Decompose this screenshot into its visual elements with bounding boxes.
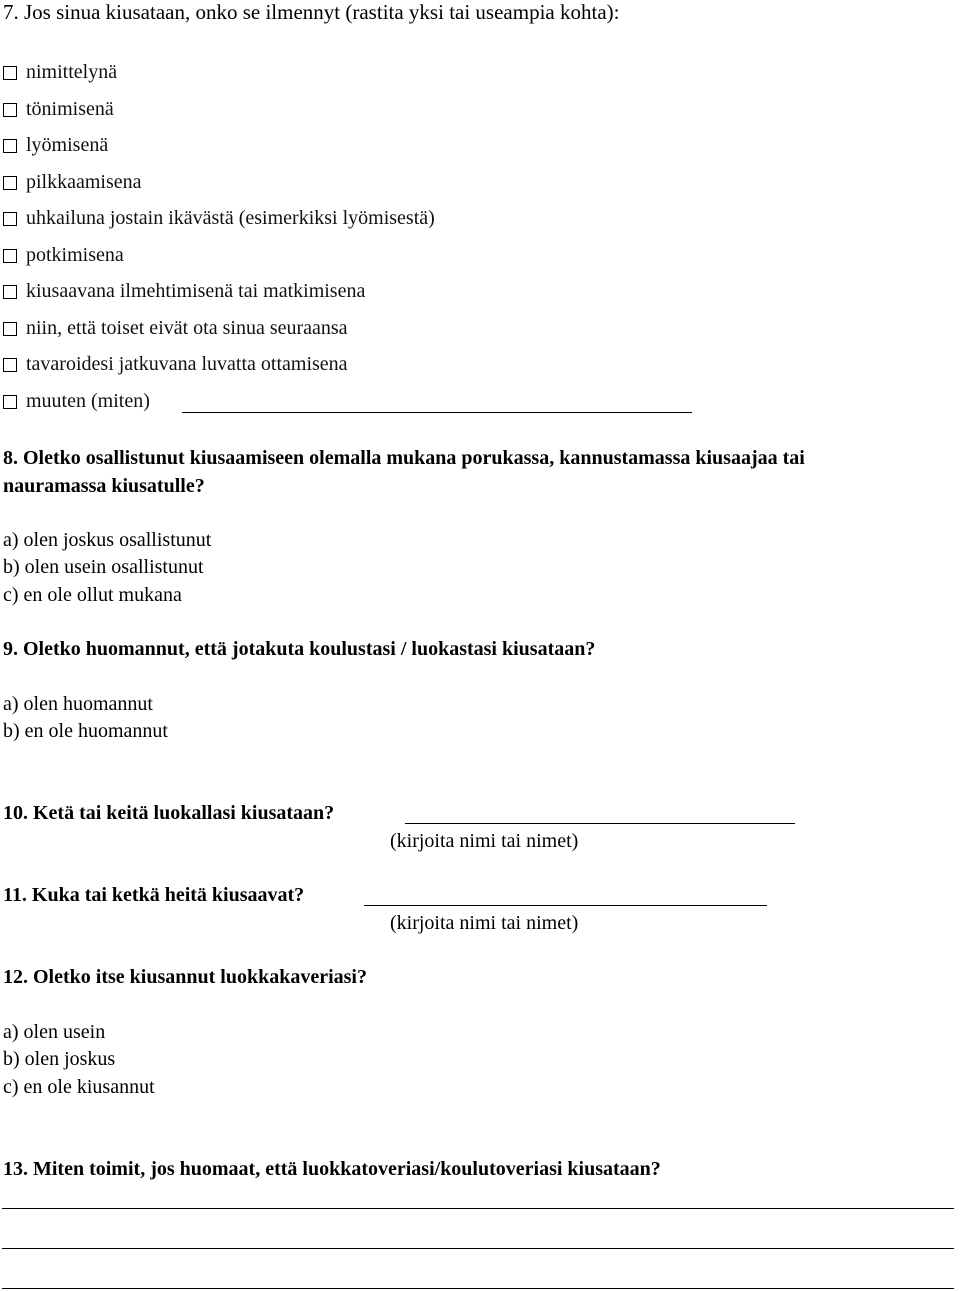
checkbox-option-ei-seuraansa[interactable] (3, 318, 348, 338)
checkbox-icon[interactable] (3, 212, 17, 226)
q9-answer-b[interactable]: b) en ole huomannut (3, 720, 168, 742)
option-label: nimittelynä (26, 61, 118, 83)
q10-hint: (kirjoita nimi tai nimet) (390, 830, 579, 852)
checkbox-icon[interactable] (3, 358, 17, 372)
question-10-title: 10. Ketä tai keitä luokallasi kiusataan? (3, 802, 335, 824)
checkbox-option-ilmehtimisena[interactable] (3, 281, 365, 301)
checkbox-icon[interactable] (3, 103, 17, 117)
q12-answer-c[interactable]: c) en ole kiusannut (3, 1076, 155, 1098)
q12-answer-a[interactable]: a) olen usein (3, 1021, 106, 1043)
q8-answer-a[interactable]: a) olen joskus osallistunut (3, 529, 212, 551)
question-12-title: 12. Oletko itse kiusannut luokkakaveriasi? (3, 966, 367, 988)
checkbox-option-muuten[interactable] (3, 391, 150, 411)
option-label: potkimisena (26, 244, 124, 266)
question-11-title: 11. Kuka tai ketkä heitä kiusaavat? (3, 884, 305, 906)
checkbox-icon[interactable] (3, 322, 17, 336)
option-label: tavaroidesi jatkuvana luvatta ottamisena (26, 353, 348, 375)
question-7-title: 7. Jos sinua kiusataan, onko se ilmennyt (rastita yksi tai useampia kohta): (3, 0, 620, 24)
q8-answer-b[interactable]: b) olen usein osallistunut (3, 556, 204, 578)
q13-answer-line-3[interactable] (2, 1288, 954, 1289)
option-label: niin, että toiset eivät ota sinua seuraansa (26, 317, 348, 339)
checkbox-icon[interactable] (3, 249, 17, 263)
checkbox-icon[interactable] (3, 139, 17, 153)
checkbox-option-tonimisena[interactable] (3, 99, 114, 119)
question-8-title-line1: 8. Oletko osallistunut kiusaamiseen olemalla mukana porukassa, kannustamassa kiusaajaa tai (3, 447, 805, 469)
checkbox-option-lyomisena[interactable] (3, 135, 108, 155)
checkbox-option-nimittelyna[interactable] (3, 62, 117, 82)
q11-hint: (kirjoita nimi tai nimet) (390, 912, 579, 934)
checkbox-icon[interactable] (3, 66, 17, 80)
option-label: uhkailuna jostain ikävästä (esimerkiksi lyömisestä) (26, 207, 435, 229)
checkbox-option-uhkailuna[interactable] (3, 208, 435, 228)
muuten-answer-line[interactable] (182, 412, 692, 413)
q13-answer-line-1[interactable] (2, 1208, 954, 1209)
option-label: pilkkaamisena (26, 171, 142, 193)
option-label: muuten (miten) (26, 390, 150, 412)
q13-answer-line-2[interactable] (2, 1248, 954, 1249)
q11-answer-line[interactable] (364, 905, 767, 906)
option-label: kiusaavana ilmehtimisenä tai matkimisena (26, 280, 366, 302)
checkbox-option-tavaroiden-ottaminen[interactable] (3, 354, 348, 374)
q10-answer-line[interactable] (405, 823, 795, 824)
checkbox-icon[interactable] (3, 395, 17, 409)
checkbox-option-potkimisena[interactable] (3, 245, 124, 265)
q9-answer-a[interactable]: a) olen huomannut (3, 693, 153, 715)
checkbox-option-pilkkaamisena[interactable] (3, 172, 142, 192)
question-13-title: 13. Miten toimit, jos huomaat, että luokkatoveriasi/koulutoveriasi kiusataan? (3, 1158, 661, 1180)
q12-answer-b[interactable]: b) olen joskus (3, 1048, 116, 1070)
question-8-title-line2: nauramassa kiusatulle? (3, 475, 205, 497)
checkbox-icon[interactable] (3, 176, 17, 190)
option-label: tönimisenä (26, 98, 114, 120)
checkbox-icon[interactable] (3, 285, 17, 299)
q8-answer-c[interactable]: c) en ole ollut mukana (3, 584, 182, 606)
option-label: lyömisenä (26, 134, 109, 156)
question-9-title: 9. Oletko huomannut, että jotakuta koulustasi / luokastasi kiusataan? (3, 638, 596, 660)
